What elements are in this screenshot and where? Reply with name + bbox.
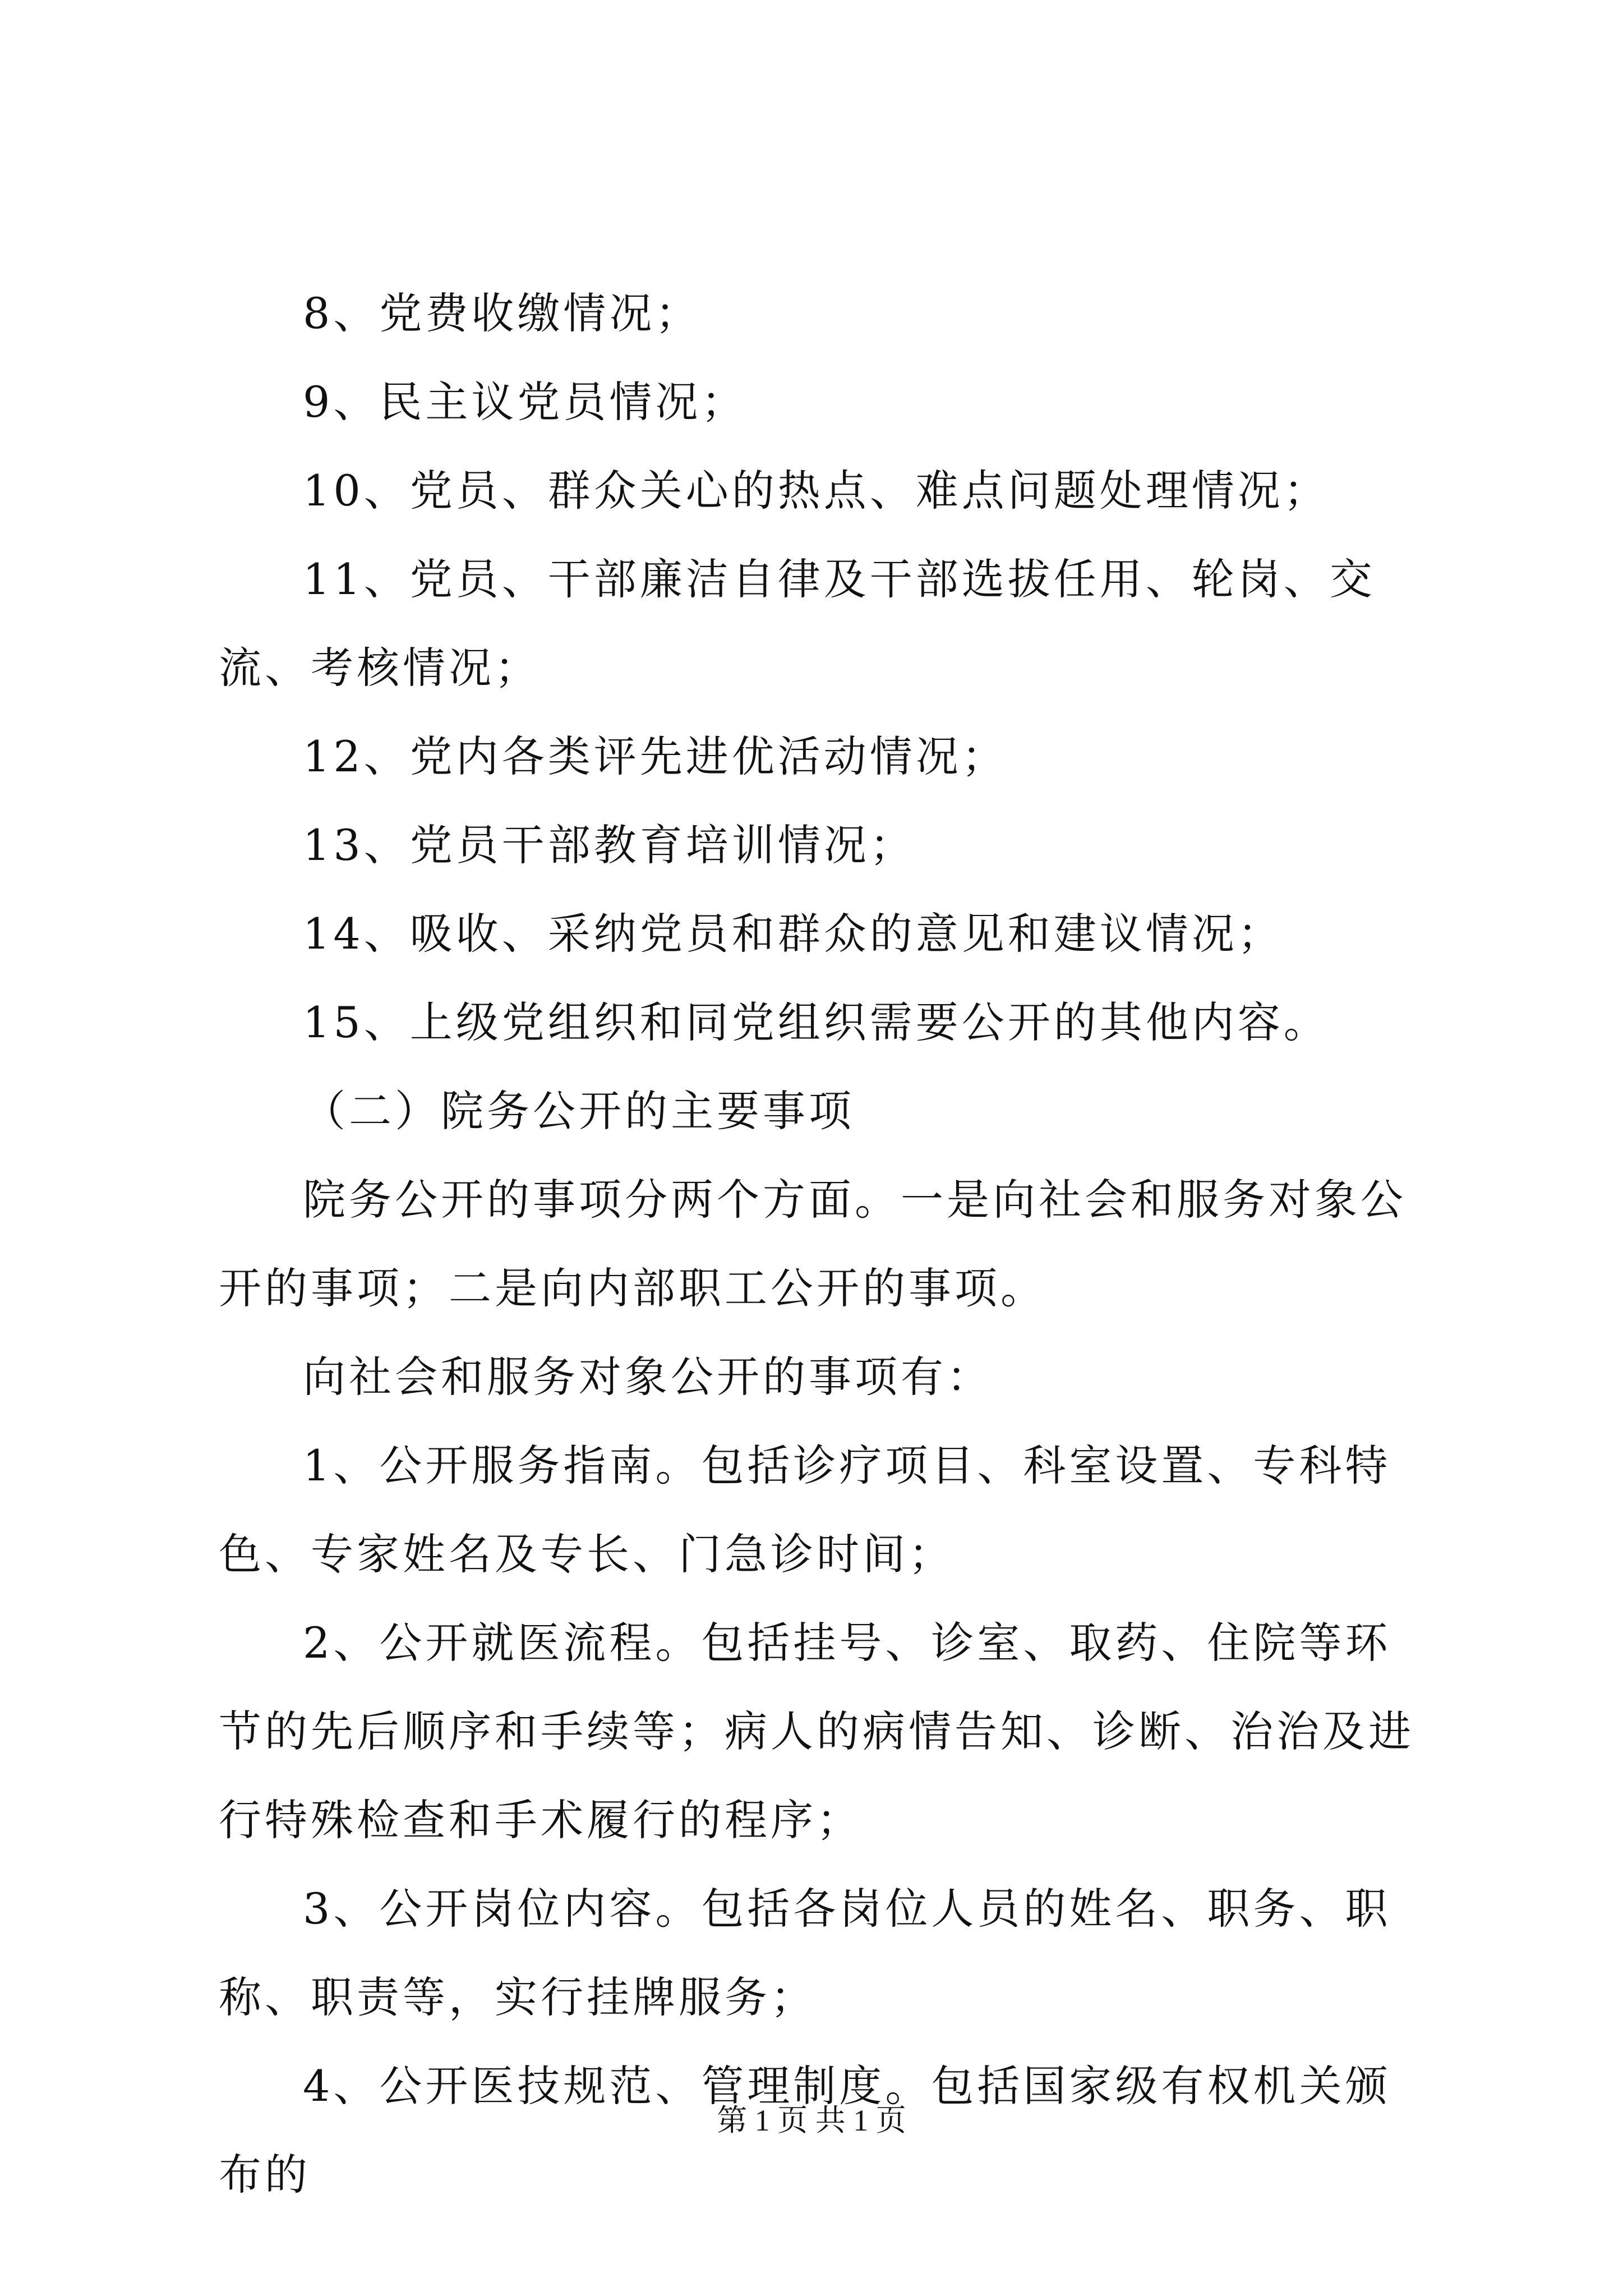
paragraph-public-3: 3、公开岗位内容。包括各岗位人员的姓名、职务、职称、职责等，实行挂牌服务； bbox=[219, 1884, 1391, 2022]
paragraph-item-14: 14、吸收、采纳党员和群众的意见和建议情况； bbox=[303, 909, 1284, 959]
document-body bbox=[219, 269, 1424, 2219]
paragraph-item-8: 8、党费收缴情况； bbox=[303, 288, 702, 338]
paragraph-list-lead: 向社会和服务对象公开的事项有： bbox=[303, 1352, 993, 1402]
paragraph-item-11: 11、党员、干部廉洁自律及干部选拔任用、轮岗、交流、考核情况； bbox=[219, 554, 1376, 693]
paragraph-public-1: 1、公开服务指南。包括诊疗项目、科室设置、专科特色、专家姓名及专长、门急诊时间； bbox=[219, 1441, 1391, 1579]
paragraph-item-10: 10、党员、群众关心的热点、难点问题处理情况； bbox=[303, 466, 1330, 516]
paragraph-public-4: 4、公开医技规范、管理制度。包括国家级有权机关颁布的 bbox=[219, 2061, 1391, 2200]
paragraph-item-13: 13、党员干部教育培训情况； bbox=[303, 820, 916, 870]
paragraph-intro: 院务公开的事项分两个方面。一是向社会和服务对象公开的事项；二是向内部职工公开的事项。 bbox=[219, 1175, 1407, 1313]
paragraph-item-12: 12、党内各类评先进优活动情况； bbox=[303, 731, 1008, 781]
paragraph-public-2: 2、公开就医流程。包括挂号、诊室、取药、住院等环节的先后顺序和手续等；病人的病情告知、诊断、治治及进行特殊检查和手术履行的程序； bbox=[219, 1618, 1414, 1845]
page-footer: 第 1 页 共 1 页 bbox=[717, 2104, 906, 2137]
paragraph-item-9: 9、民主议党员情况； bbox=[303, 377, 748, 427]
section-heading: （二）院务公开的主要事项 bbox=[303, 1086, 855, 1136]
paragraph-item-15: 15、上级党组织和同党组织需要公开的其他内容。 bbox=[303, 997, 1330, 1047]
